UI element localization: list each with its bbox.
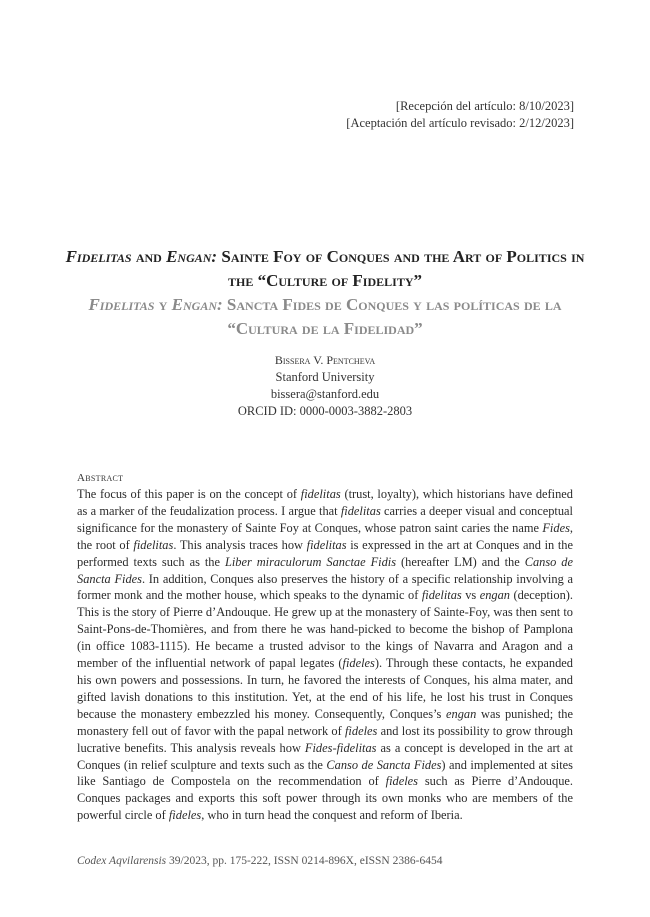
title-spanish <box>60 293 590 341</box>
abstract-text: (hereafter LM) and the <box>396 554 525 569</box>
abstract-text: ) and implemented at sites like Santiago de Compostela on the recommendation of <box>77 757 573 789</box>
abstract-italic-term: Fides <box>542 520 570 535</box>
author-name: Bissera V. Pentcheva <box>274 353 376 367</box>
abstract-italic-term: fidelitas <box>421 588 462 603</box>
title-en-mid: and <box>131 247 167 266</box>
abstract-italic-term: fidelitas <box>300 487 341 501</box>
abstract-text: , who in turn head the conquest and reform of Iberia. <box>201 808 463 823</box>
author-orcid: ORCID ID: 0000-0003-3882-2803 <box>237 404 413 418</box>
abstract-text: ). Through these contacts, he expanded his own powers and possessions. In turn, he favored the interests of Conques, his alma mater, and gifted lavish donations to this institution. Yet, at the end of his life, he lost his trust in Conques because the monastery embezzled his money. Consequently, Conques’s <box>77 656 573 721</box>
abstract-italic-term: fidelitas <box>133 537 174 552</box>
abstract-text: such as Pierre d’Andouque. Conques packages and exports this soft power through its own monks who are members of the powerful circle of <box>77 774 573 823</box>
abstract-text: (deception). This is the story of Pierre d’Andouque. He grew up at the monastery of Sainte-Foy, was then sent to Saint-Pons-de-Thomières, and from there he was hand-picked to become the bishop of Pamplona (in office 1083-1115). He became a trusted advisor to the kings of Navarra and Aragon and a member of the influential network of papal legates ( <box>77 588 573 671</box>
title-english <box>60 245 590 293</box>
abstract-text: carries a deeper visual and conceptual significance for the monastery of Sainte Foy at Conques, whose patron saint caries the name <box>77 503 573 535</box>
abstract-body <box>77 486 573 824</box>
abstract-text: is expressed in the art at Conques and in the performed texts such as the <box>77 537 573 569</box>
abstract-text: vs <box>461 588 480 603</box>
abstract-text: (trust, loyalty), which historians have defined as a marker of the feudalization process. I argue that <box>77 487 573 518</box>
abstract-italic-term: fidelitas <box>306 537 347 552</box>
title-es-mid: y <box>154 295 172 314</box>
journal-name: Codex Aqvilarensis <box>77 855 167 867</box>
title-en-italic-2: Engan: <box>166 247 218 266</box>
article-dates <box>346 98 574 132</box>
title-en-italic-1: Fidelitas <box>65 247 132 266</box>
accepted-date: [Aceptación del artículo revisado: 2/12/2023] <box>346 116 574 130</box>
abstract-italic-term: engan <box>446 706 477 721</box>
abstract-text: . This analysis traces how <box>173 537 307 552</box>
title-en-rest: Sainte Foy of Conques and the Art of Politics in the “Culture of Fidelity” <box>217 247 585 290</box>
abstract-text: and lost its possibility to grow through lucrative benefits. This analysis reveals how <box>77 723 573 755</box>
abstract-italic-term: Canso de Sancta Fides <box>326 757 442 772</box>
abstract-italic-term: engan <box>479 588 510 603</box>
abstract-italic-term: fideles <box>385 774 418 789</box>
title-es-italic-1: Fidelitas <box>88 295 155 314</box>
author-affiliation: Stanford University <box>275 370 375 384</box>
title-es-rest: Sancta Fides de Conques y las políticas de la “Cultura de la Fidelidad” <box>222 295 562 338</box>
author-email[interactable]: bissera@stanford.edu <box>270 387 380 401</box>
title-es-italic-2: Engan: <box>171 295 223 314</box>
abstract-italic-term: fideles <box>168 808 202 823</box>
journal-citation: 39/2023, pp. 175-222, ISSN 0214-896X, eISSN 2386-6454 <box>166 855 443 867</box>
abstract-heading: Abstract <box>77 472 124 484</box>
abstract-italic-term: Fides-fidelitas <box>304 740 377 755</box>
abstract-italic-term: fideles <box>344 723 378 738</box>
abstract-text: . In addition, Conques also preserves the history of a specific relationship involving a former monk and the mother house, which speaks to the dynamic of <box>77 571 573 603</box>
abstract-italic-term: Liber miraculorum Sanctae Fidis <box>224 554 397 569</box>
journal-footer <box>77 855 442 867</box>
abstract-italic-term: fideles <box>342 656 375 671</box>
abstract-text: , the root of <box>77 520 573 552</box>
received-date: [Recepción del artículo: 8/10/2023] <box>395 99 574 113</box>
abstract-italic-term: Canso de Sancta Fides <box>77 554 574 586</box>
abstract-italic-term: fidelitas <box>340 503 381 518</box>
abstract-text: The focus of this paper is on the concept of <box>77 487 301 501</box>
author-block <box>0 352 650 420</box>
abstract-text: was punished; the monastery fell out of favor with the papal network of <box>77 706 573 738</box>
abstract-text: as a concept is developed in the art at Conques (in relief sculpture and texts such as the <box>77 740 573 772</box>
